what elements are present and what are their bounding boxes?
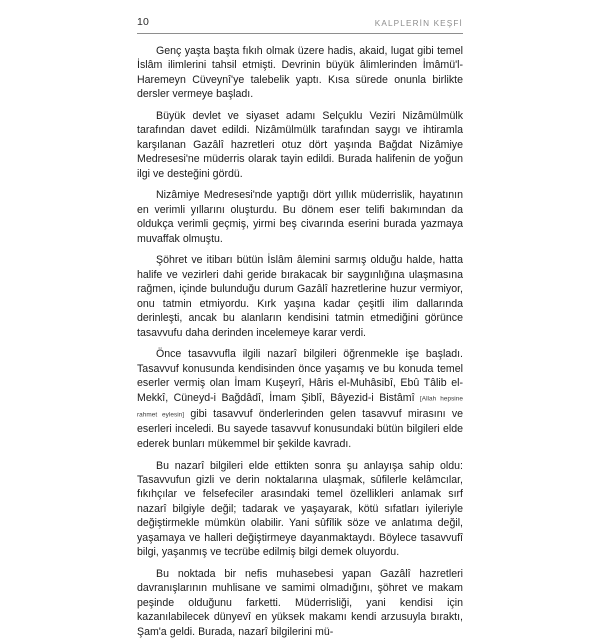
paragraph: Bu nazarî bilgileri elde ettikten sonra şu anlayışa sahip oldu: Tasavvufun gizli ve derin noktalarına ulaşmak, sûfilerle kelâmcılar, fıkıhçılar ve felsefeciler arasındaki temel özellikleri anlamak sırf nazarî bilgiyle değil; tadarak ve yaşayarak, kötü sıfatları iyileriyle değiştirmekle mümkün olabilir. Yani sûfîlik söze ve anlatıma değil, yaşamaya ve halleri değiştirmeye dayanmaktaydı. Böylece tasavvufî bilgi, yaşanmış ve tecrübe edilmiş bilgi demek oluyordu. xyxy=(137,459,463,559)
body-text xyxy=(137,44,463,639)
paragraph-text-before: Önce tasavvufla ilgili nazarî bilgileri öğrenmekle işe başladı. Tasavvuf konusunda kendisinden önce yaşamış ve bu konuda temel eserler vermiş olan İmam Kuşeyrî, Hâris el-Muhâsibî, Ebû Tâlib el-Mekkî, Cüneyd-i Bağdâdî, İmam Şiblî, Bâyezid-i Bistâmî xyxy=(137,348,463,404)
running-title: KALPLERİN KEŞFİ xyxy=(374,19,463,28)
running-head xyxy=(137,16,463,34)
paragraph: Bu noktada bir nefis muhasebesi yapan Gazâlî hazretleri davranışlarının muhlisane ve samimi olmadığını, şöhret ve makam peşinde olduğunu farketti. Müderrisliği, yani kendisi için kazanılabilecek dünyevî en yüksek makamı kendi arzusuyla bıraktı, Şam'a geldi. Burada, nazarî bilgilerini mü- xyxy=(137,567,463,638)
paragraph-with-annotation xyxy=(137,347,463,451)
page-number: 10 xyxy=(137,16,150,28)
paragraph: Büyük devlet ve siyaset adamı Selçuklu Veziri Nizâmülmülk tarafından davet edildi. Nizâmülmülk tarafından saygı ve ihtiramla karşılanan Gazâlî hazretleri otuz dört yaşında Bağdat Nizâmiye Medresesi'ne müderris olarak tayin edildi. Burada halifenin de yoğun ilgi ve desteğini gördü. xyxy=(137,110,463,180)
paragraph-text-after: gibi tasavvuf önderlerinden gelen tasavvuf mirasını ve eserleri inceledi. Bu sayede tasavvuf konusundaki bütün bilgileri elde ederek bunları mükemmel bir şekilde kavradı. xyxy=(137,407,464,450)
inline-annotation: [Allah hepsine rahmet eylesin] xyxy=(137,395,463,418)
paragraph: Genç yaşta başta fıkıh olmak üzere hadis, akaid, lugat gibi temel İslâm ilimlerini tahsil etmişti. Devrinin büyük âlimlerinden İmâmü'l-Haremeyn Cüveynî'ye talebelik yaptı. Kısa sürede onunla birlikte dersler vermeye başladı. xyxy=(137,45,463,101)
paragraph: Nizâmiye Medresesi'nde yaptığı dört yıllık müderrislik, hayatının en verimli yıllarını oluşturdu. Bu dönem eser telifi bakımından da oldukça verimli geçmiş, yirmi beş civarında eserini burada yazmaya muvaffak olmuştu. xyxy=(137,189,463,245)
paragraph: Şöhret ve itibarı bütün İslâm âlemini sarmış olduğu halde, hatta halife ve vezirleri dahi geride bırakacak bir saygınlığına ulaşmasına rağmen, içinde bulunduğu durum Gazâlî hazretlerine huzur vermiyor, onu tatmin etmiyordu. Kırk yaşına kadar çeşitli ilim dallarında derinleşti, ancak bu alanların kendisini tatmin etmediğini görünce tasavvufu daha derinden incelemeye karar verdi. xyxy=(137,254,463,339)
header-rule xyxy=(137,33,463,34)
